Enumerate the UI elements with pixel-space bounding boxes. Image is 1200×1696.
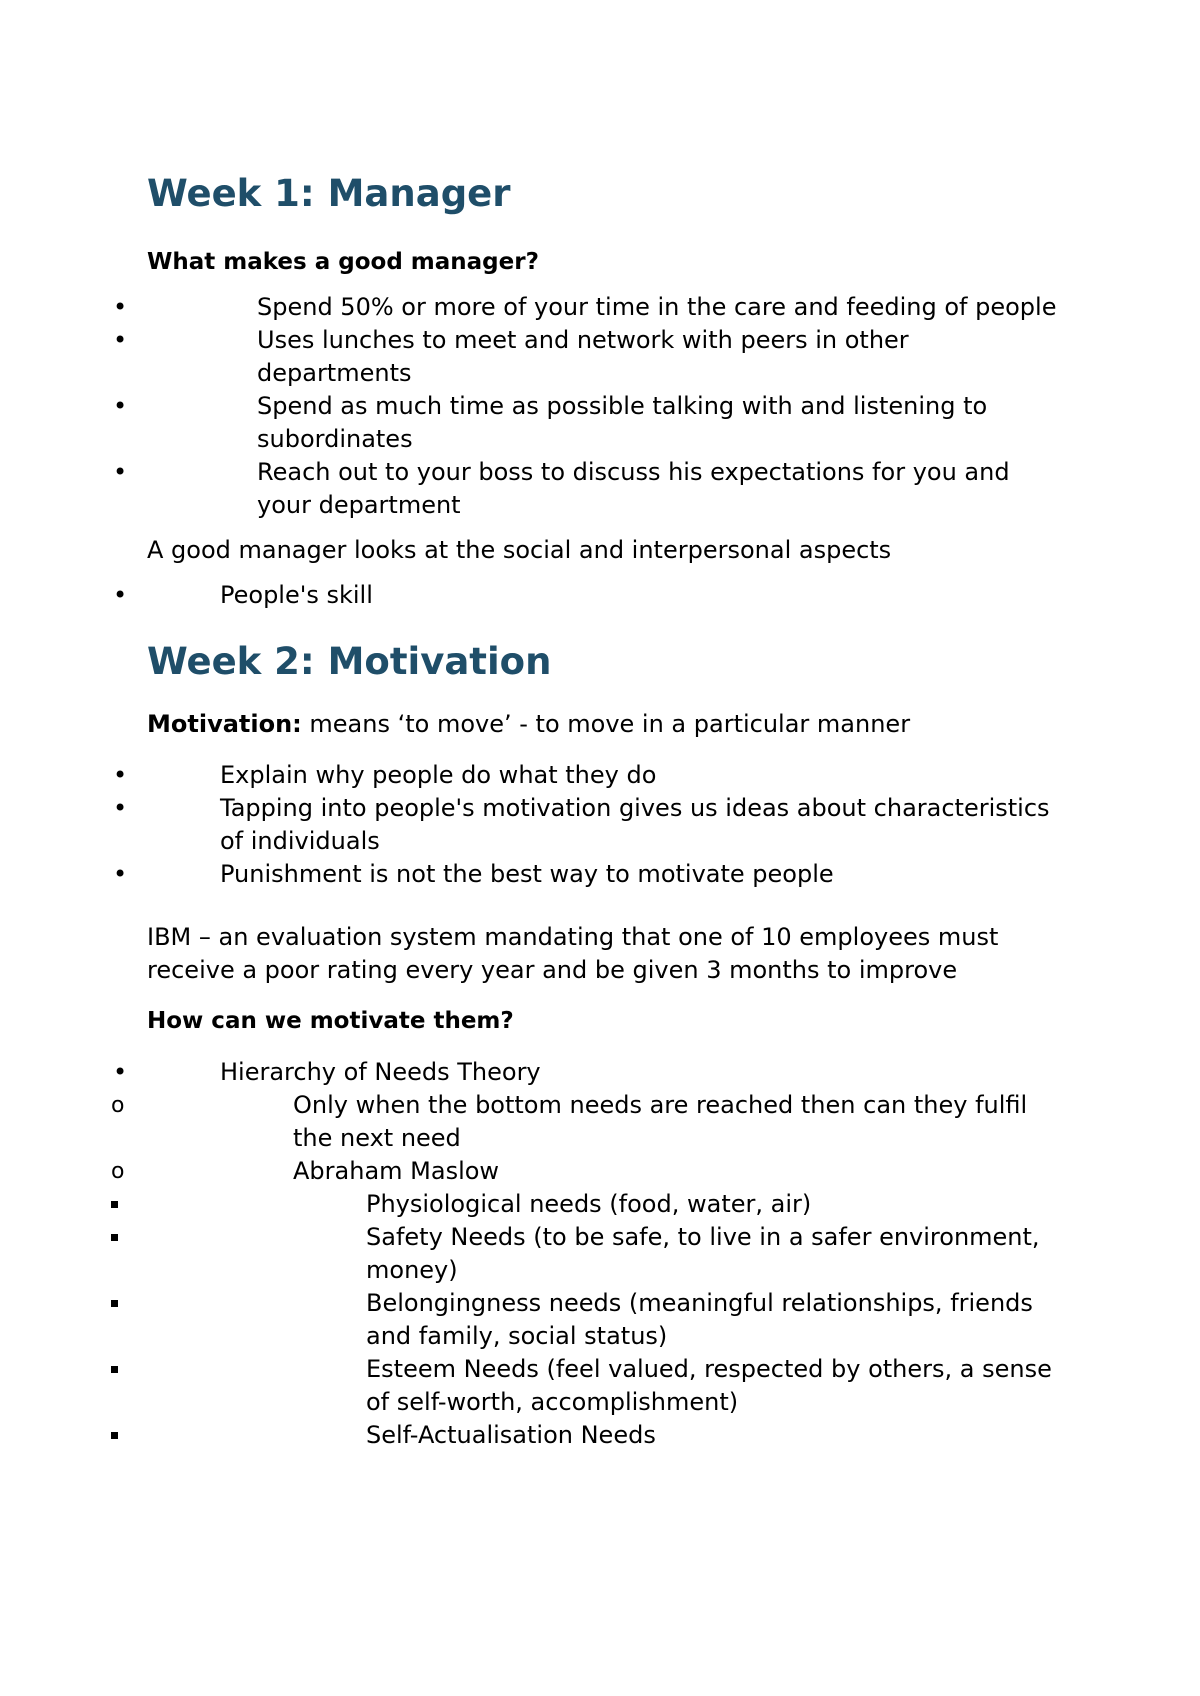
good-manager-list <box>147 291 1067 522</box>
list-item: • Tapping into people's motivation gives us ideas about characteristics of individuals <box>147 792 1067 858</box>
ibm-note: IBM – an evaluation system mandating that one of 10 employees must receive a poor rating every year and be given 3 months to improve <box>147 923 999 984</box>
motivation-list <box>147 759 1067 891</box>
theory-list <box>147 1056 1067 1452</box>
list-item: • Reach out to your boss to discuss his expectations for you and your department <box>147 456 1067 522</box>
good-manager-question: What makes a good manager? <box>147 249 539 275</box>
list-item: Esteem Needs (feel valued, respected by others, a sense of self-worth, accomplishment) <box>147 1353 1067 1419</box>
summary-list <box>147 579 1067 612</box>
list-item: • Uses lunches to meet and network with peers in other departments <box>147 324 1067 390</box>
definition-text: means ‘to move’ - to move in a particular manner <box>301 710 911 738</box>
list-item: Physiological needs (food, water, air) <box>147 1188 1067 1221</box>
list-item: Belongingness needs (meaningful relationships, friends and family, social status) <box>147 1287 1067 1353</box>
list-item: Self-Actualisation Needs <box>147 1419 1067 1452</box>
week1-heading: Week 1: Manager <box>147 172 511 215</box>
list-item: • Spend as much time as possible talking with and listening to subordinates <box>147 390 1067 456</box>
list-item: • People's skill <box>147 579 1067 612</box>
document-page <box>147 170 1067 1452</box>
motivate-question: How can we motivate them? <box>147 1008 514 1034</box>
week2-heading: Week 2: Motivation <box>147 640 552 683</box>
definition-term: Motivation: <box>147 710 302 738</box>
list-item: o Abraham Maslow <box>147 1155 1067 1188</box>
list-item: Safety Needs (to be safe, to live in a safer environment, money) <box>147 1221 1067 1287</box>
list-item: • Punishment is not the best way to motivate people <box>147 858 1067 891</box>
motivation-definition <box>147 708 1067 741</box>
list-item: o Only when the bottom needs are reached then can they fulfil the next need <box>147 1089 1067 1155</box>
list-item: • Hierarchy of Needs Theory <box>147 1056 1067 1089</box>
list-item: • Spend 50% or more of your time in the care and feeding of people <box>147 291 1067 324</box>
good-manager-summary: A good manager looks at the social and interpersonal aspects <box>147 536 892 564</box>
list-item: • Explain why people do what they do <box>147 759 1067 792</box>
